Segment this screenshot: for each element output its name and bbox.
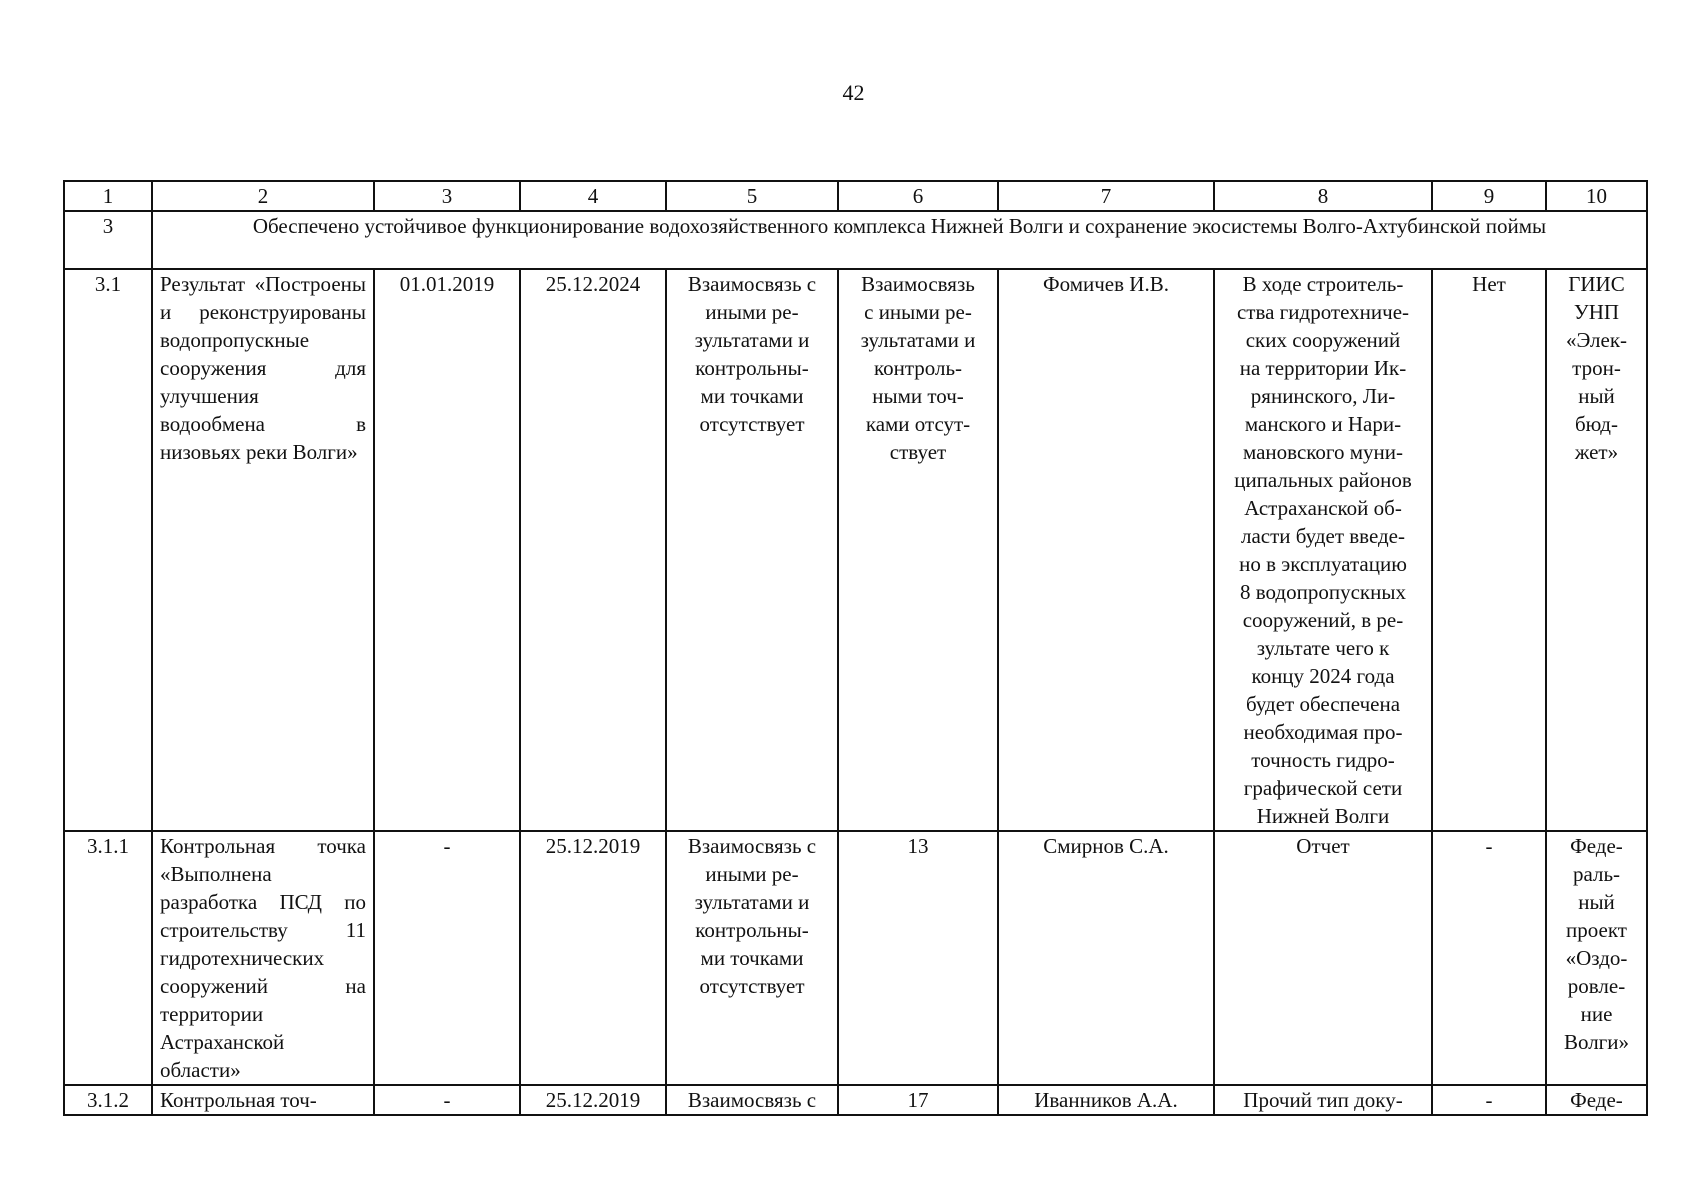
- start-date: 01.01.2019: [374, 269, 520, 831]
- column-number: 1: [64, 181, 152, 211]
- start-date: -: [374, 831, 520, 1085]
- table-row: [64, 831, 1647, 1085]
- responsible-person: Иванников А.А.: [998, 1085, 1214, 1115]
- row-name: Контрольная точ-: [152, 1085, 374, 1115]
- row-name: Результат «Построены и реконструированы водопропускные сооружения для улучшения водообмена в низовьях реки Волги»: [152, 269, 374, 831]
- page-number: 42: [842, 80, 865, 105]
- column-number: 4: [520, 181, 666, 211]
- result-description: Прочий тип доку-: [1214, 1085, 1432, 1115]
- information-system: Феде- раль- ный проект «Оздо- ровле- ние Волги»: [1546, 831, 1647, 1085]
- control-level: Нет: [1432, 269, 1546, 831]
- section-title: Обеспечено устойчивое функционирование водохозяйственного комплекса Нижней Волги и сохранение экосистемы Волго-Ахтубинской поймы: [152, 211, 1647, 269]
- column-number: 9: [1432, 181, 1546, 211]
- row-number: 3.1.2: [64, 1085, 152, 1115]
- column-number-row: [64, 181, 1647, 211]
- successor-link: 13: [838, 831, 998, 1085]
- predecessor-link: Взаимосвязь с: [666, 1085, 838, 1115]
- responsible-person: Смирнов С.А.: [998, 831, 1214, 1085]
- information-system: ГИИС УНП «Элек- трон- ный бюд- жет»: [1546, 269, 1647, 831]
- control-level: -: [1432, 831, 1546, 1085]
- control-level: -: [1432, 1085, 1546, 1115]
- column-number: 7: [998, 181, 1214, 211]
- successor-link: Взаимосвязь с иными ре- зультатами и контроль- ными точ- ками отсут- ствует: [838, 269, 998, 831]
- row-number: 3.1: [64, 269, 152, 831]
- result-description: Отчет: [1214, 831, 1432, 1085]
- column-number: 2: [152, 181, 374, 211]
- end-date: 25.12.2019: [520, 1085, 666, 1115]
- section-row: [64, 211, 1647, 269]
- column-number: 8: [1214, 181, 1432, 211]
- table-row: [64, 1085, 1647, 1115]
- row-name: Контрольная точка «Выполнена разработка ПСД по строительству 11 гидротехнических сооружений на территории Астраханской области»: [152, 831, 374, 1085]
- predecessor-link: Взаимосвязь с иными ре- зультатами и контрольны- ми точками отсутствует: [666, 831, 838, 1085]
- table-row: [64, 269, 1647, 831]
- successor-link: 17: [838, 1085, 998, 1115]
- plan-table: [63, 180, 1648, 1116]
- result-description: В ходе строитель- ства гидротехниче- ских сооружений на территории Ик- рянинского, Ли- манского и Нари- мановского муни- ципальных районов Астраханской об- ласти будет введе- но в эксплуатацию 8 водопропускных сооружений, в ре- зультате чего к концу 2024 года будет обеспечена необходимая про- точность гидро- графической сети Нижней Волги: [1214, 269, 1432, 831]
- section-number: 3: [64, 211, 152, 269]
- end-date: 25.12.2024: [520, 269, 666, 831]
- row-number: 3.1.1: [64, 831, 152, 1085]
- column-number: 5: [666, 181, 838, 211]
- column-number: 3: [374, 181, 520, 211]
- start-date: -: [374, 1085, 520, 1115]
- responsible-person: Фомичев И.В.: [998, 269, 1214, 831]
- column-number: 10: [1546, 181, 1647, 211]
- information-system: Феде-: [1546, 1085, 1647, 1115]
- end-date: 25.12.2019: [520, 831, 666, 1085]
- predecessor-link: Взаимосвязь с иными ре- зультатами и контрольны- ми точками отсутствует: [666, 269, 838, 831]
- column-number: 6: [838, 181, 998, 211]
